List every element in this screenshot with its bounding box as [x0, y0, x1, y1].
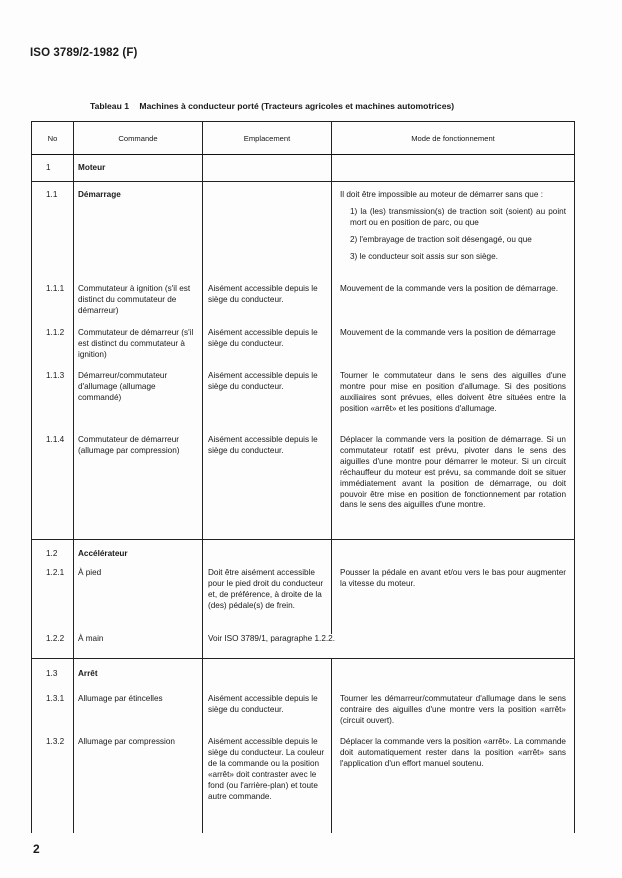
emplacement-cell: Doit être aisément accessible pour le pied droit du conducteur et, de préférence, à droite de la (des) pédale(s) de frein. — [203, 568, 332, 634]
row-number: 1.2 — [32, 540, 74, 569]
emplacement-cell: Aisément accessible depuis le siège du conducteur. — [203, 371, 332, 435]
row-number: 1.2.2 — [32, 634, 74, 659]
table-row — [32, 155, 575, 182]
row-number: 1.1.1 — [32, 284, 74, 328]
emplacement-cell: Aisément accessible depuis le siège du conducteur. La couleur de la commande ou la position «arrêt» doit contraster avec le fond (ou l'arrière-plan) et toute autre commande. — [203, 737, 332, 833]
commande-cell: Allumage par étincelles — [74, 694, 203, 737]
table-caption — [90, 101, 454, 111]
row-number: 1.3 — [32, 659, 74, 695]
mode-cell: Mouvement de la commande vers la position de démarrage — [332, 328, 575, 371]
mode-item: 3) le conducteur soit assis sur son siège. — [350, 251, 498, 261]
row-number: 1.3.2 — [32, 737, 74, 833]
commande-cell: Démarreur/commutateur d'allumage (allumage commandé) — [74, 371, 203, 435]
commande-cell: À pied — [74, 568, 203, 634]
emplacement-mode-cell: Voir ISO 3789/1, paragraphe 1.2.2. — [203, 634, 575, 659]
emplacement-cell: Aisément accessible depuis le siège du conducteur. — [203, 328, 332, 371]
mode-item: 2) l'embrayage de traction soit désengagé, ou que — [350, 234, 532, 244]
commande-cell: À main — [74, 634, 203, 659]
section-title: Démarrage — [74, 182, 203, 285]
mode-intro: Il doit être impossible au moteur de démarrer sans que : — [340, 190, 543, 199]
page-number: 2 — [33, 842, 40, 856]
commande-cell: Commutateur à ignition (s'il est distinct du commutateur de démarreur) — [74, 284, 203, 328]
table-row — [32, 568, 575, 634]
column-header-emplacement: Emplacement — [203, 122, 332, 155]
mode-cell: Déplacer la commande vers la position «arrêt». La commande doit automatiquement rester dans la position «arrêt» sans l'application d'un effort manuel soutenu. — [332, 737, 575, 833]
commande-cell: Allumage par compression — [74, 737, 203, 833]
column-header-mode: Mode de fonctionnement — [332, 122, 575, 155]
row-number: 1.1.3 — [32, 371, 74, 435]
row-number: 1.1.4 — [32, 435, 74, 540]
table-row — [32, 694, 575, 737]
column-header-commande: Commande — [74, 122, 203, 155]
commande-cell: Commutateur de démarreur (allumage par compression) — [74, 435, 203, 540]
table-row — [32, 284, 575, 328]
row-number: 1 — [32, 155, 74, 182]
commande-cell: Commutateur de démarreur (s'il est distinct du commutateur à ignition) — [74, 328, 203, 371]
emplacement-cell: Aisément accessible depuis le siège du conducteur. — [203, 694, 332, 737]
column-header-no: No — [32, 122, 74, 155]
section-title: Accélérateur — [74, 540, 203, 569]
table-caption-label: Tableau 1 — [90, 101, 130, 111]
section-title: Moteur — [74, 155, 203, 182]
table-row — [32, 182, 575, 285]
table-row — [32, 737, 575, 833]
mode-item: 1) la (les) transmission(s) de traction soit (soient) au point mort ou en position de parc, ou que — [350, 206, 566, 227]
mode-cell: Déplacer la commande vers la position de démarrage. Si un commutateur rotatif est prévu, pivoter dans le sens des aiguilles d'une montre pour démarrer le moteur. Si un circuit réchauffeur du moteur est prévu, sa commande doit se situer immédiatement avant la position de démarrage, ou doit pouvoir être mise en position de fonctionnement par rotation dans le sens des aiguilles d'une montre. — [332, 435, 575, 540]
mode-cell: Mouvement de la commande vers la position de démarrage. — [332, 284, 575, 328]
row-number: 1.2.1 — [32, 568, 74, 634]
controls-table — [31, 121, 575, 833]
row-number: 1.1.2 — [32, 328, 74, 371]
row-number: 1.1 — [32, 182, 74, 285]
section-title: Arrêt — [74, 659, 203, 695]
table-row — [32, 435, 575, 540]
document-id: ISO 3789/2-1982 (F) — [30, 47, 138, 59]
mode-cell: Pousser la pédale en avant et/ou vers le bas pour augmenter la vitesse du moteur. — [332, 568, 575, 634]
mode-cell — [332, 182, 575, 285]
row-number: 1.3.1 — [32, 694, 74, 737]
table-row — [32, 634, 575, 659]
table-row — [32, 540, 575, 569]
table-caption-title: Machines à conducteur porté (Tracteurs agricoles et machines automotrices) — [139, 101, 455, 111]
table-row — [32, 328, 575, 371]
table-header-row — [32, 122, 575, 155]
table-row — [32, 659, 575, 695]
mode-cell: Tourner les démarreur/commutateur d'allumage dans le sens contraire des aiguilles d'une montre vers la position «arrêt» (circuit ouvert). — [332, 694, 575, 737]
emplacement-cell: Aisément accessible depuis le siège du conducteur. — [203, 284, 332, 328]
emplacement-cell: Aisément accessible depuis le siège du conducteur. — [203, 435, 332, 540]
table-row — [32, 371, 575, 435]
mode-cell: Tourner le commutateur dans le sens des aiguilles d'une montre pour mise en position d'allumage. Si des positions auxiliaires sont prévues, elles doivent être situées entre la position «arrêt» et les positions d'allumage. — [332, 371, 575, 435]
